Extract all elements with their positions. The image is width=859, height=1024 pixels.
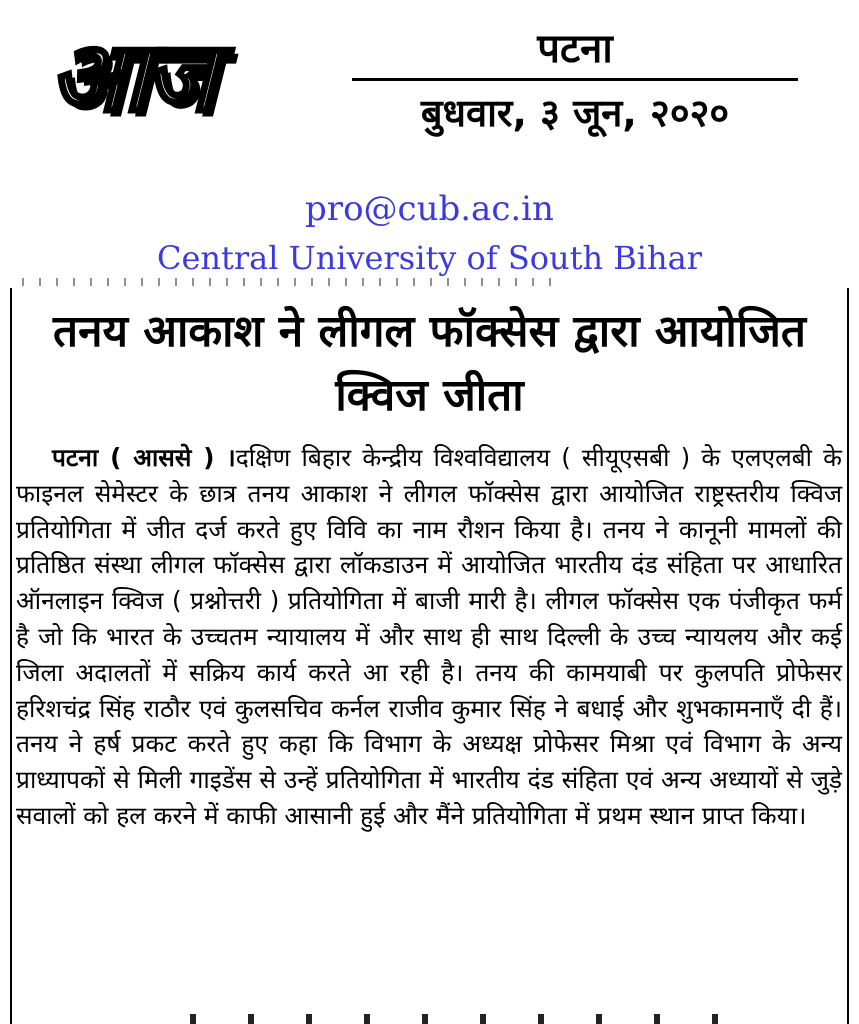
- clipping-bottom-edge: [190, 1014, 730, 1024]
- edition-date: बुधवार, ३ जून, २०२०: [420, 91, 730, 135]
- clipping-border-right: [847, 288, 849, 1024]
- article-text: दक्षिण बिहार केन्द्रीय विश्वविद्यालय ( सीयूएसबी ) के एलएलबी के फाइनल सेमेस्टर के छात्र तनय आकाश ने लीगल फॉक्सेस द्वारा आयोजित राष्ट्रस्तरीय क्विज प्रतियोगिता में जीत दर्ज करते हुए विवि का नाम रौशन किया है। तनय ने कानूनी मामलों की प्रतिष्ठित संस्था लीगल फॉक्सेस द्वारा लॉकडाउन में आयोजित भारतीय दंड संहिता पर आधारित ऑनलाइन क्विज ( प्रश्नोत्तरी ) प्रतियोगिता में बाजी मारी है। लीगल फॉक्सेस एक पंजीकृत फर्म है जो कि भारत के उच्चतम न्यायालय में और साथ ही साथ दिल्ली के उच्च न्यायलय और कई जिला अदालतों में सक्रिय कार्य करते आ रही है। तनय की कामयाबी पर कुलपति प्रोफेसर हरिशचंद्र सिंह राठौर एवं कुलसचिव कर्नल राजीव कुमार सिंह ने बधाई और शुभकामनाएँ दी हैं। तनय ने हर्ष प्रकट करते हुए कहा कि विभाग के अध्यक्ष प्रोफेसर मिश्रा एवं विभाग के अन्य प्राध्यापकों से मिली गाइडेंस से उन्हें प्रतियोगिता में भारतीय दंड संहिता एवं अन्य अध्यायों से जुड़े सवालों को हल करने में काफी आसानी हुई और मैंने प्रतियोगिता में प्रथम स्थान प्राप्त किया।: [16, 443, 842, 830]
- article-body: [16, 440, 842, 834]
- edition-city: पटना: [537, 26, 613, 72]
- article-dateline: पटना ( आससे ) ।: [52, 443, 236, 472]
- clipping-border-left: [10, 288, 12, 1024]
- newspaper-logo: आज: [50, 21, 212, 133]
- clipping-top-edge: [22, 278, 562, 286]
- contact-email: pro@cub.ac.in: [305, 189, 554, 229]
- article-headline: तनय आकाश ने लीगल फॉक्सेस द्वारा आयोजित क्विज जीता: [53, 306, 806, 421]
- university-name: Central University of South Bihar: [156, 239, 702, 277]
- masthead-divider: [352, 78, 798, 81]
